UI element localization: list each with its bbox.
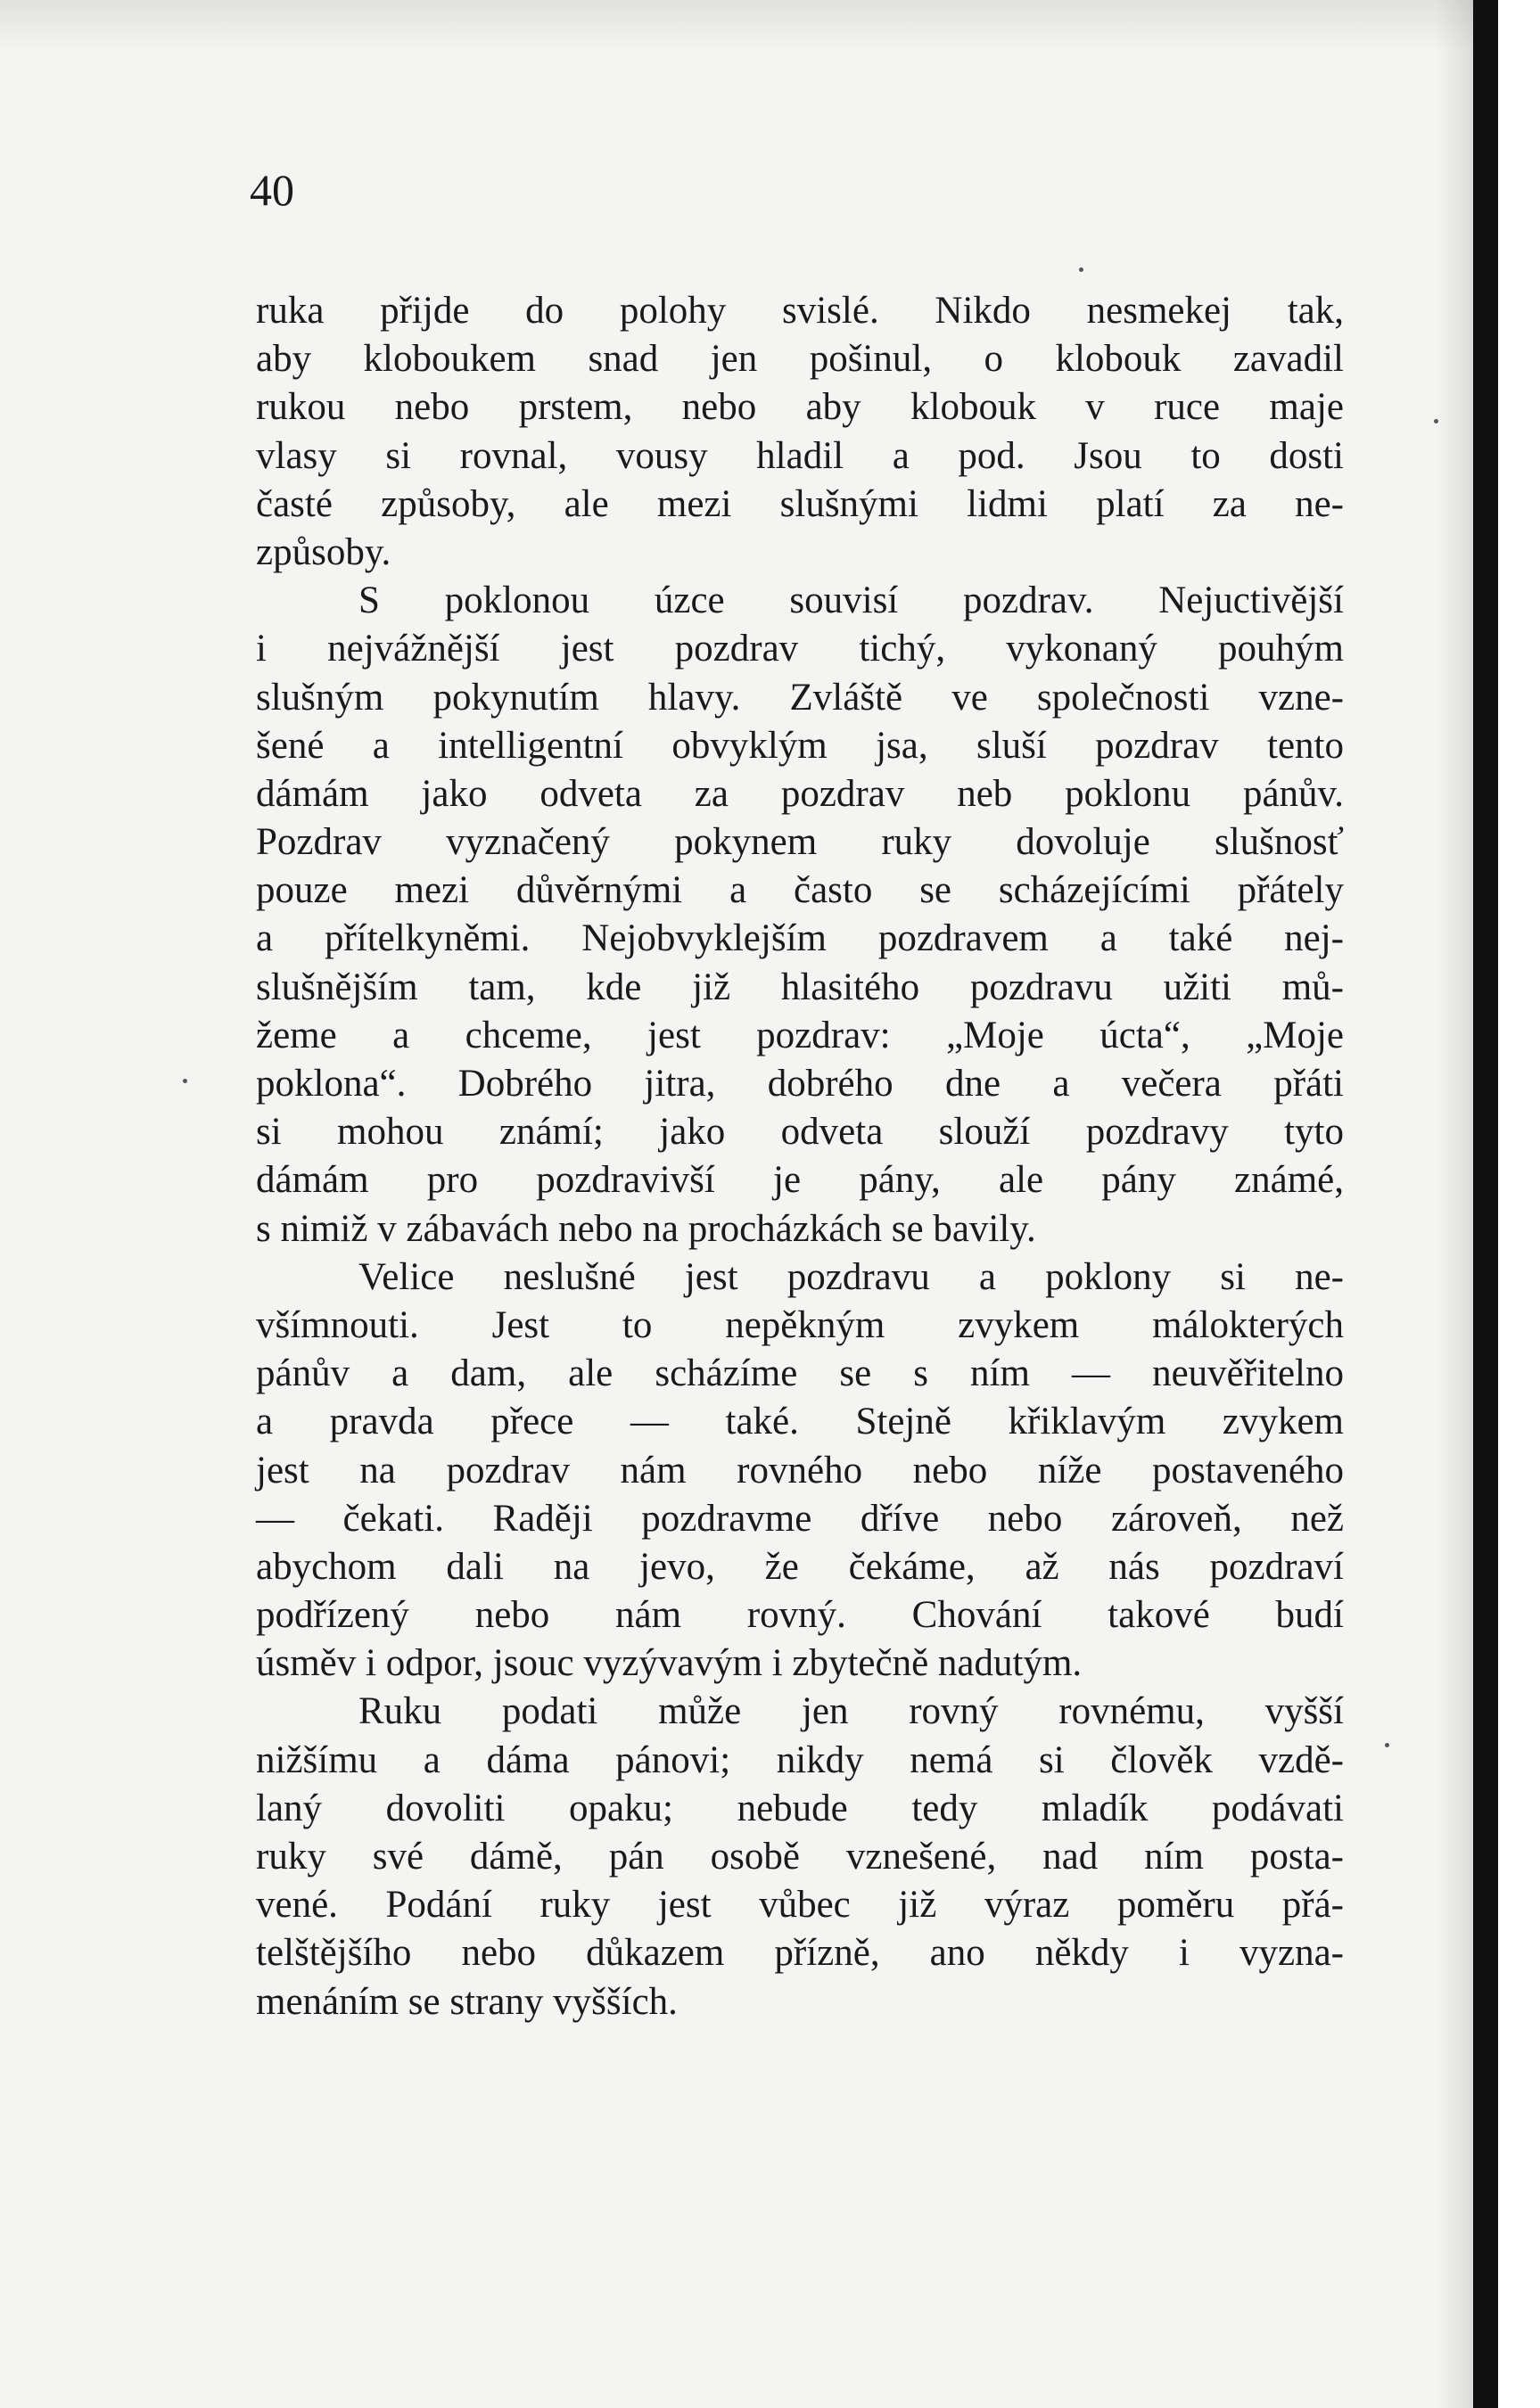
text-line: telštějšího nebo důkazem přízně, ano někdy i vyzna- [256,1932,1344,1975]
print-speck [1079,267,1083,272]
text-line: i nejvážnější jest pozdrav tichý, vykonaný pouhým [256,628,1344,670]
print-speck [183,1079,187,1083]
text-line: S poklonou úzce souvisí pozdrav. Nejuctivější [358,579,1344,622]
text-line: pánův a dam, ale scházíme se s ním — neuvěřitelno [256,1352,1344,1395]
text-line: vené. Podání ruky jest vůbec již výraz poměru přá- [256,1884,1344,1927]
text-line: Ruku podati může jen rovný rovnému, vyšší [358,1690,1344,1733]
text-line: rukou nebo prstem, nebo aby klobouk v ruce maje [256,386,1344,429]
text-line: slušným pokynutím hlavy. Zvláště ve společnosti vzne- [256,676,1344,719]
text-line: laný dovoliti opaku; nebude tedy mladík podávati [256,1787,1344,1829]
text-line: Velice neslušné jest pozdravu a poklony si ne- [358,1255,1344,1298]
text-line: vlasy si rovnal, vousy hladil a pod. Jsou to dosti [256,434,1344,477]
text-line: nižšímu a dáma pánovi; nikdy nemá si člověk vzdě- [256,1738,1344,1781]
text-line: způsoby. [256,530,391,573]
page-top-shadow [0,0,1473,53]
text-line: a přítelkyněmi. Nejobvyklejším pozdravem a také nej- [256,917,1344,960]
page-number: 40 [250,165,294,215]
text-line: slušnějším tam, kde již hlasitého pozdravu užiti mů- [256,966,1344,1008]
text-line: ruky své dámě, pán osobě vznešené, nad ním posta- [256,1836,1344,1878]
text-line: šené a intelligentní obvyklým jsa, sluší pozdrav tento [256,724,1344,767]
text-line: žeme a chceme, jest pozdrav: „Moje úcta“, „Moje [256,1014,1344,1056]
book-spine-edge [1473,0,1500,2408]
text-line: časté způsoby, ale mezi slušnými lidmi platí za ne- [256,482,1344,525]
text-line: poklona“. Dobrého jitra, dobrého dne a večera přáti [256,1063,1344,1105]
text-line: dámám jako odveta za pozdrav neb poklonu pánův. [256,772,1344,815]
text-line: Pozdrav vyznačený pokynem ruky dovoluje slušnosť [256,821,1344,864]
text-line: abychom dali na jevo, že čekáme, až nás pozdraví [256,1545,1344,1588]
page-edge-shadow [1436,0,1473,2408]
text-line: s nimiž v zábavách nebo na procházkách se bavily. [256,1207,1036,1250]
text-line: a pravda přece — také. Stejně křiklavým zvykem [256,1401,1344,1443]
text-line: menáním se strany vyšších. [256,1980,678,2023]
scan-margin [1498,0,1540,2408]
text-line: úsměv i odpor, jsouc vyzývavým i zbytečně nadutým. [256,1642,1083,1685]
print-speck [1385,1743,1389,1747]
body-text [256,287,1344,2026]
text-line: ruka přijde do polohy svislé. Nikdo nesmekej tak, [256,290,1344,332]
text-line: dámám pro pozdravivší je pány, ale pány známé, [256,1159,1344,1202]
text-line: si mohou známí; jako odveta slouží pozdravy tyto [256,1111,1344,1154]
text-line: jest na pozdrav nám rovného nebo níže postaveného [256,1449,1344,1492]
text-line: všímnouti. Jest to nepěkným zvykem málokterých [256,1303,1344,1346]
text-line: pouze mezi důvěrnými a často se scházejícími přátely [256,869,1344,912]
text-line: — čekati. Raději pozdravme dříve nebo zároveň, než [256,1497,1344,1540]
text-line: aby kloboukem snad jen pošinul, o klobouk zavadil [256,338,1344,381]
print-speck [1434,419,1438,423]
text-line: podřízený nebo nám rovný. Chování takové budí [256,1594,1344,1637]
